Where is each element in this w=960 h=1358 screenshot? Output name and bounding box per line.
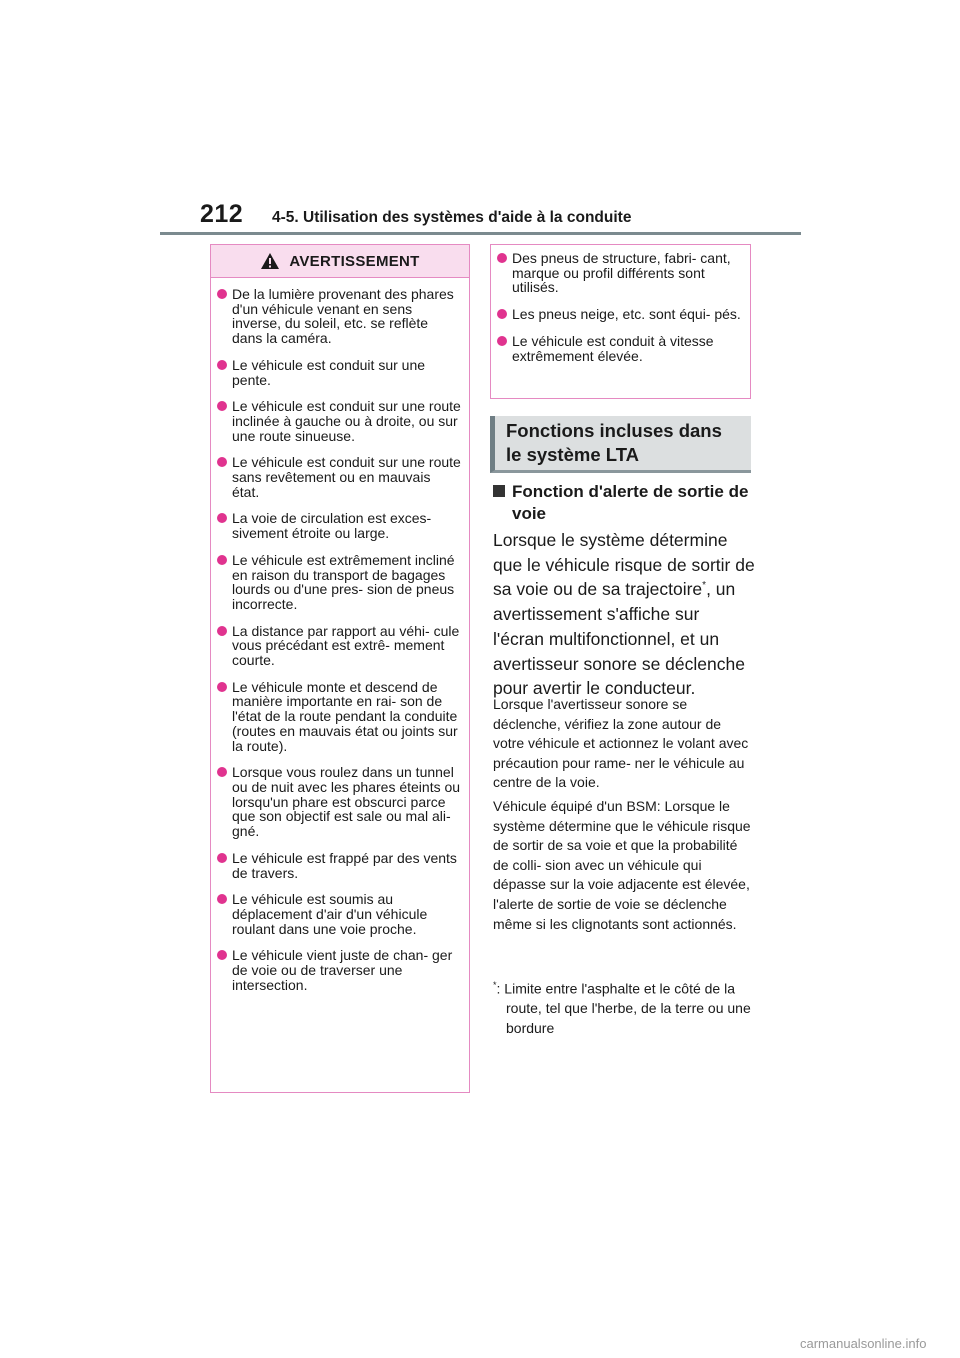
warning-continuation-box (490, 244, 751, 399)
bullet-icon (217, 894, 227, 904)
bullet-icon (217, 626, 227, 636)
bullet-icon (217, 289, 227, 299)
list-item: Le véhicule est extrêmement incliné en raison du transport de bagages lourds ou d'une pres- sion de pneus incorrecte. (217, 553, 461, 612)
subhead-text: Fonction d'alerte de sortie de voie (512, 482, 749, 523)
watermark: carmanualsonline.info (800, 1336, 927, 1351)
list-item: Le véhicule est frappé par des vents de travers. (217, 851, 461, 880)
list-item: Les pneus neige, etc. sont équi- pés. (497, 307, 742, 322)
page-number: 212 (200, 200, 244, 228)
bullet-icon (217, 555, 227, 565)
paragraph-bsm: Véhicule équipé d'un BSM: Lorsque le système détermine que le véhicule risque de sortir de sa voie et que la probabilité de colli- sion avec un véhicule qui dépasse sur la voie adjacente est élevée, l'alerte de sortie de voie se déclenche même si les clignotants sont actionnés. (493, 798, 751, 932)
banner-line-2: le système LTA (506, 444, 639, 465)
warning-box (210, 244, 470, 1093)
list-item: Le véhicule vient juste de chan- ger de voie ou de traverser une intersection. (217, 948, 461, 992)
bullet-icon (497, 336, 507, 346)
paragraph-buzzer: Lorsque l'avertisseur sonore se déclenche, vérifiez la zone autour de votre véhicule et actionnez le volant avec précaution pour rame- ner le véhicule au centre de la voie. (493, 696, 749, 791)
functions-banner (490, 416, 751, 473)
section-title: 4-5. Utilisation des systèmes d'aide à la conduite (272, 209, 632, 226)
warning-title: AVERTISSEMENT (289, 252, 420, 270)
square-bullet-icon (493, 485, 505, 497)
warning-continuation-list (491, 245, 750, 363)
footnote: *: Limite entre l'asphalte et le côté de la route, tel que l'herbe, de la terre ou une bordure (493, 980, 751, 1036)
header-rule (160, 232, 801, 235)
bullet-icon (217, 853, 227, 863)
lane-departure-subhead (493, 481, 751, 525)
list-item: Le véhicule est soumis au déplacement d'air d'un véhicule roulant dans une voie proche. (217, 892, 461, 936)
list-item: Le véhicule est conduit à vitesse extrêmement élevée. (497, 334, 742, 363)
footnote-ref: * (702, 580, 707, 592)
warning-triangle-icon (260, 252, 280, 270)
list-item: Le véhicule est conduit sur une route sans revêtement ou en mauvais état. (217, 455, 461, 499)
list-item: De la lumière provenant des phares d'un véhicule venant en sens inverse, du soleil, etc. se reflète dans la caméra. (217, 287, 461, 346)
bullet-icon (217, 360, 227, 370)
list-item: Des pneus de structure, fabri- cant, marque ou profil différents sont utilisés. (497, 251, 742, 295)
bullet-icon (217, 682, 227, 692)
bullet-icon (217, 401, 227, 411)
bullet-icon (497, 253, 507, 263)
list-item: Le véhicule monte et descend de manière importante en rai- son de l'état de la route pendant la conduite (routes en mauvais état ou joints sur la route). (217, 680, 461, 754)
bullet-icon (217, 457, 227, 467)
list-item: Le véhicule est conduit sur une route inclinée à gauche ou à droite, ou sur une route sinueuse. (217, 399, 461, 443)
bullet-icon (217, 767, 227, 777)
bullet-icon (217, 950, 227, 960)
warning-header (211, 245, 469, 278)
list-item: Lorsque vous roulez dans un tunnel ou de nuit avec les phares éteints ou lorsqu'un phare est obscurci parce que son objectif est sale ou mal ali- gné. (217, 765, 461, 839)
warning-list (211, 278, 469, 992)
banner-line-1: Fonctions incluses dans (506, 420, 722, 441)
list-item: Le véhicule est conduit sur une pente. (217, 358, 461, 387)
list-item: La distance par rapport au véhi- cule vous précédant est extrê- mement courte. (217, 624, 461, 668)
lead-paragraph: Lorsque le système détermine que le véhicule risque de sortir de sa voie ou de sa trajectoire*, un avertissement s'affiche sur l'écran multifonctionnel, et un avertisseur sonore se déclenche pour avertir le conducteur. (493, 530, 755, 699)
list-item: La voie de circulation est exces- sivement étroite ou large. (217, 511, 461, 540)
bullet-icon (497, 309, 507, 319)
bullet-icon (217, 513, 227, 523)
